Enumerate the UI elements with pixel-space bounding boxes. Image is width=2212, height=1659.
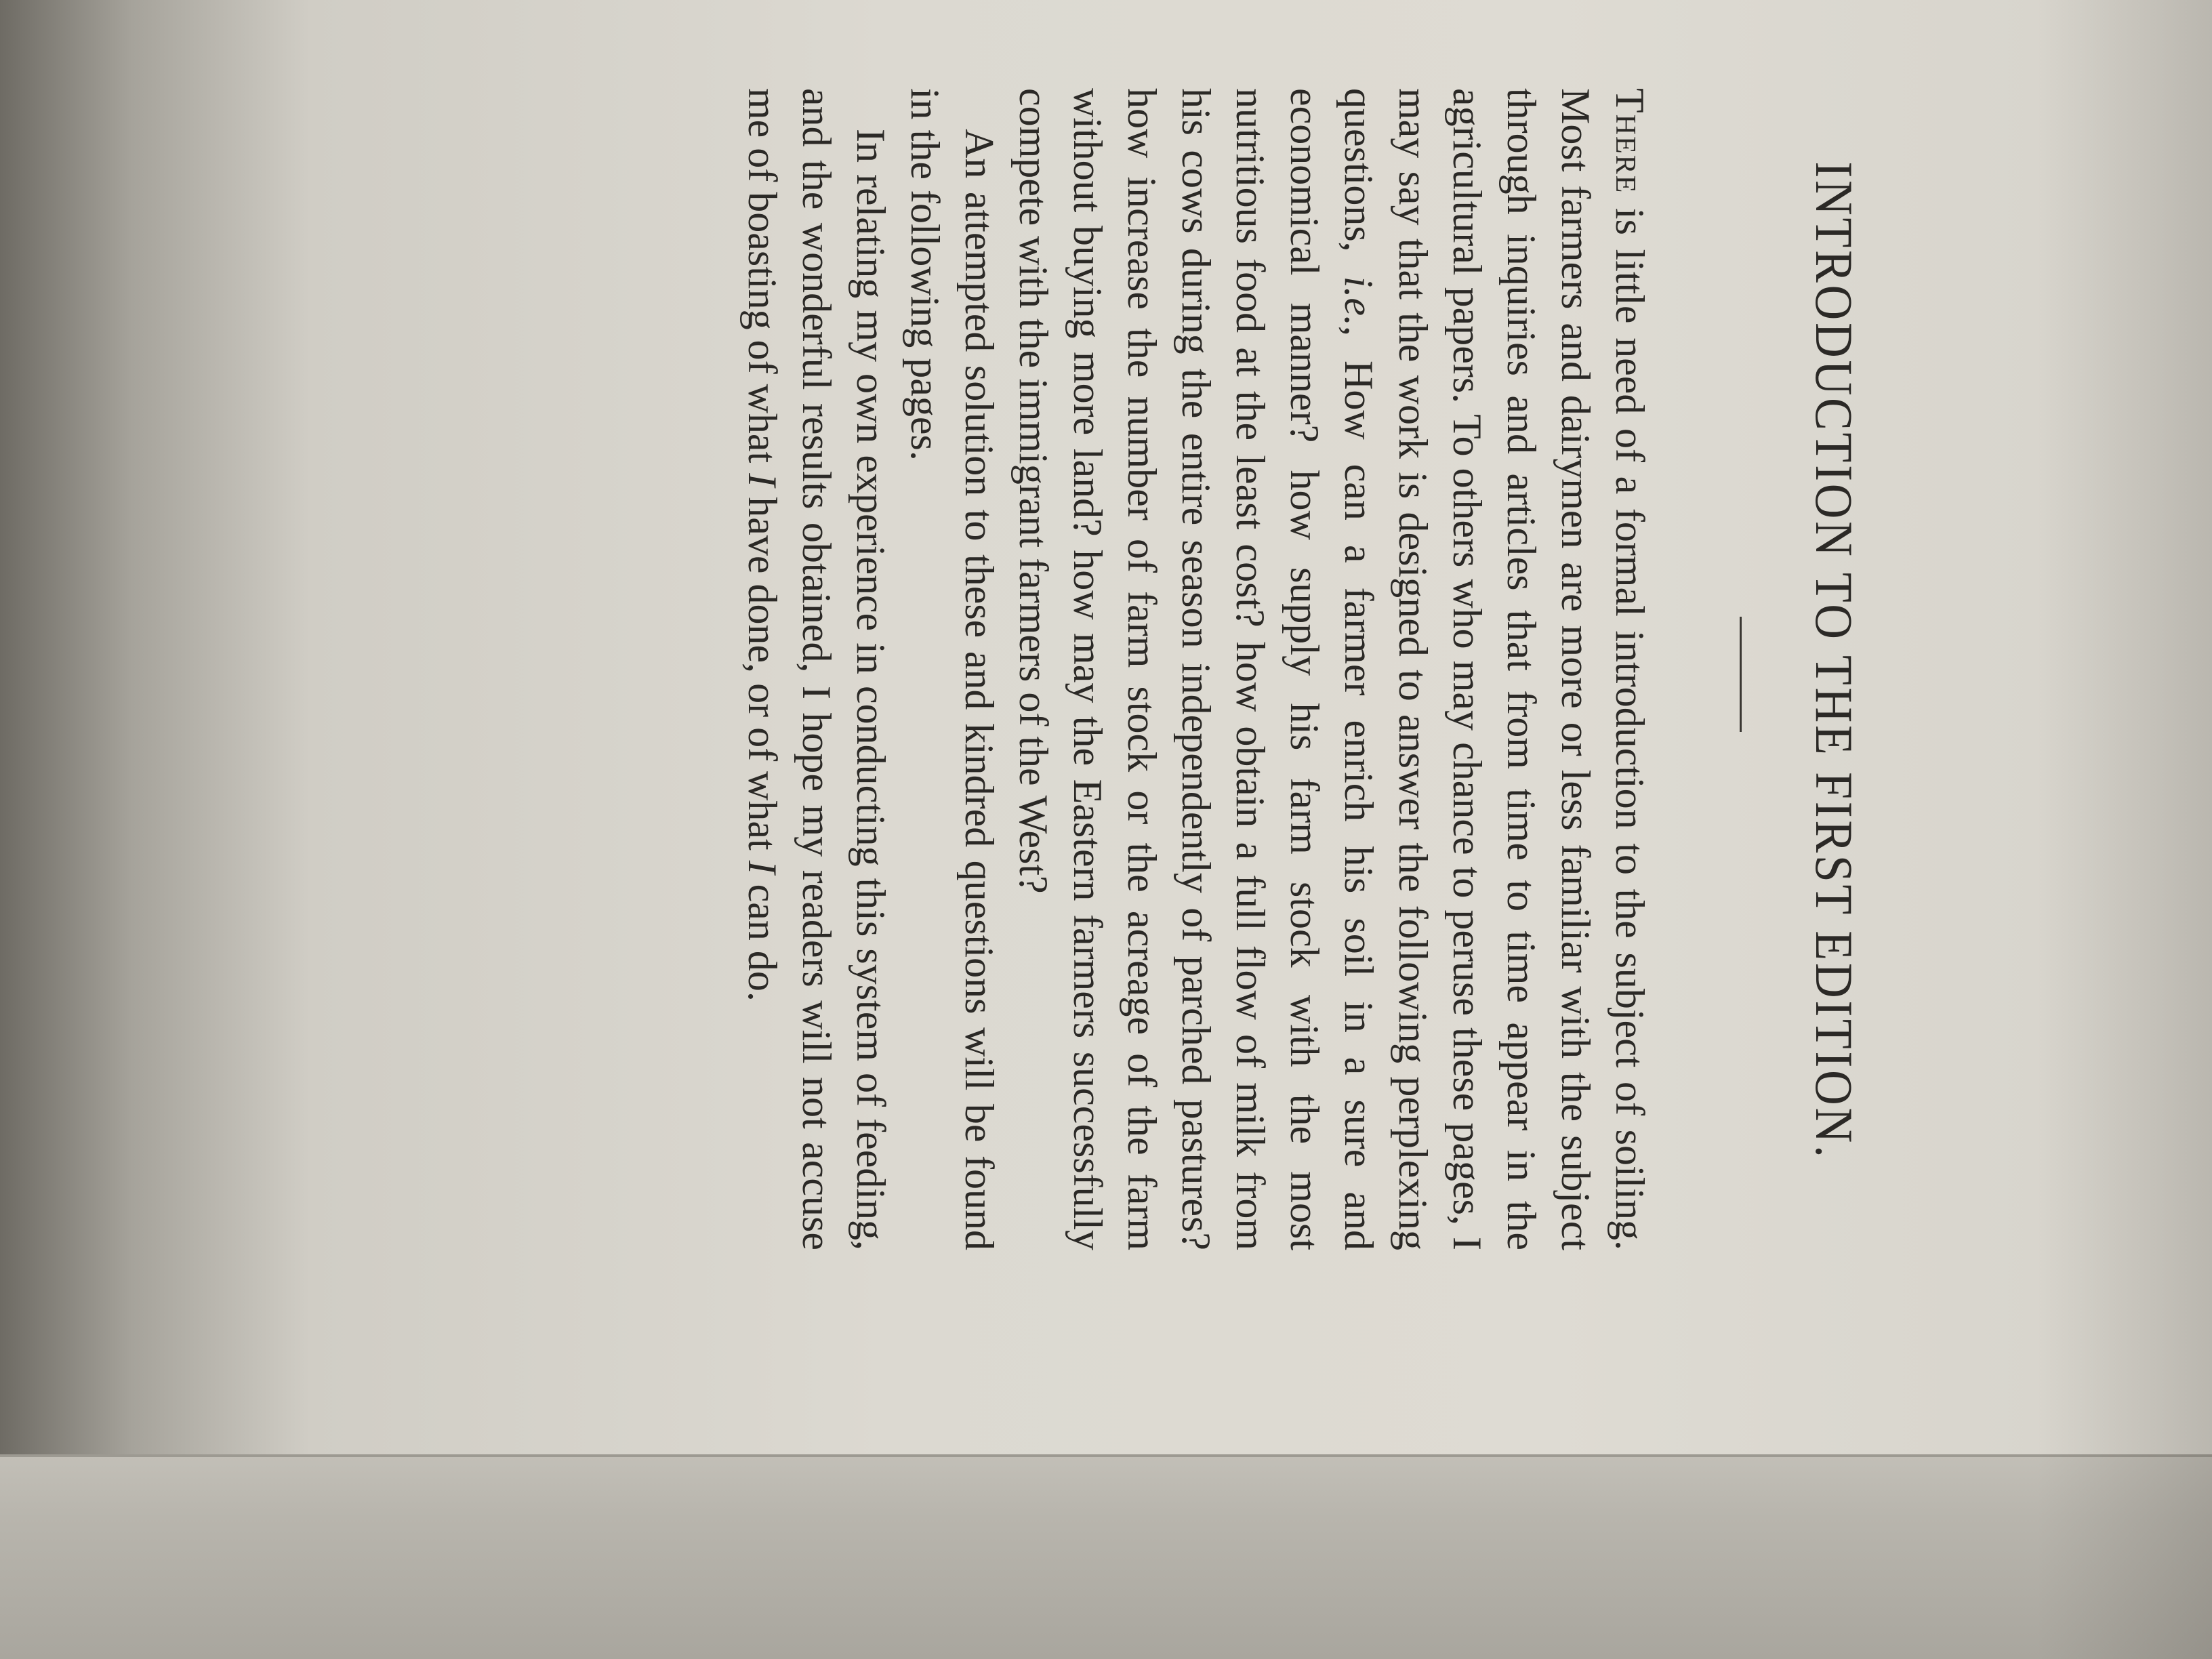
- paragraph-1-ie: i.e.: [1336, 276, 1381, 326]
- paragraph-1-text-2: , How can a farmer enrich his soil in a sure and economical manner? how supply his farm stock with the most nutritious food at the least cost? how obtain a full flow of milk from his cows during the entire season independently of parched pastures? how increase the number of farm stock or the acreage of the farm without buying more land? how may the Eastern farmers successfully compete with the immigrant farmers of the West?: [1011, 88, 1381, 1250]
- paragraph-2: An attempted solution to these and kindred questions will be found in the following pages.: [903, 88, 1002, 1250]
- page-shadow: [2036, 0, 2212, 1659]
- paragraph-1: [1006, 88, 1657, 1250]
- title-rule: [1740, 617, 1742, 732]
- paragraph-3-text-2: have done, or of what: [740, 487, 785, 861]
- paragraph-1-lead: There: [1607, 88, 1652, 194]
- printed-page: [410, 88, 1864, 1579]
- paragraph-3-text-1: In relating my own experience in conducting this system of feeding, and the wonderful results obtained, I hope my readers will not accuse me of boasting of what: [740, 88, 893, 1250]
- paragraph-3-italic-i-2: I: [740, 860, 785, 874]
- body-text: [735, 88, 1657, 1250]
- paragraph-3-italic-i-1: I: [740, 473, 785, 487]
- page-title: INTRODUCTION TO THE FIRST EDITION.: [1805, 161, 1864, 1160]
- paragraph-3-text-3: can do.: [740, 874, 785, 1002]
- paragraph-3: [735, 88, 898, 1250]
- paragraph-1-text: is little need of a formal introduction to the subject of soiling. Most farmers and dairymen are more or less familiar with the subject through inquiries and articles that from time to time appear in the agricultural papers. To others who may chance to peruse these pages, I may say that the work is designed to answer the following perplexing questions,: [1336, 88, 1652, 1250]
